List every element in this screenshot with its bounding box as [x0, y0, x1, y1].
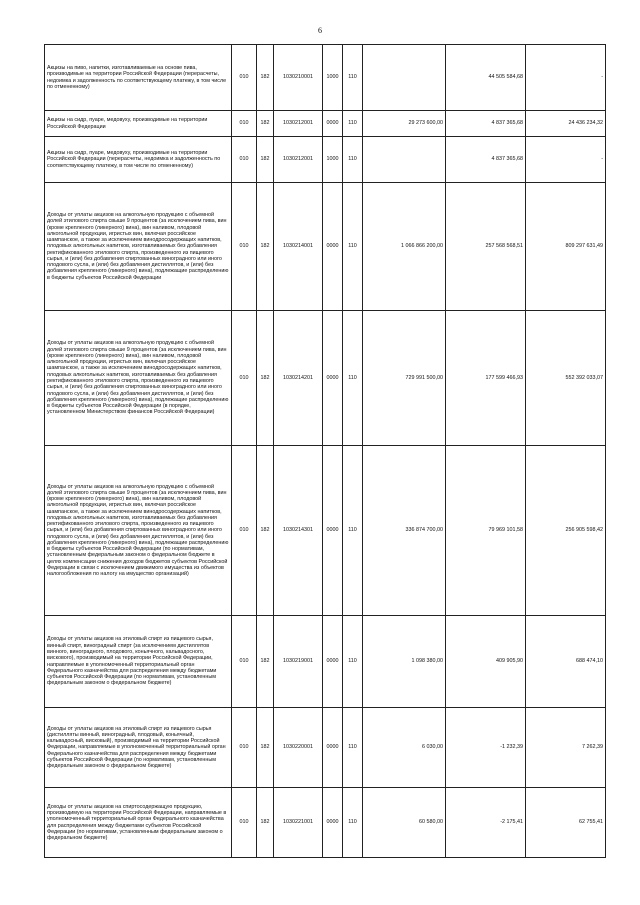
table-row: [45, 708, 606, 788]
row-admin-code: 182: [257, 183, 274, 311]
row-unexecuted: 24 436 234,32: [526, 111, 606, 137]
row-approved: 336 874 700,00: [363, 446, 446, 616]
row-executed: 44 505 584,68: [446, 45, 526, 111]
row-type-code: 110: [343, 111, 363, 137]
row-subcode: 1000: [323, 45, 343, 111]
row-approved: 729 991 500,00: [363, 311, 446, 446]
row-admin-code: 182: [257, 111, 274, 137]
row-admin-code: 182: [257, 708, 274, 788]
row-subcode: 1000: [323, 137, 343, 183]
row-income-code: 1030210001: [274, 45, 323, 111]
row-unexecuted: -: [526, 137, 606, 183]
row-approved: [363, 137, 446, 183]
row-line-code: 010: [232, 111, 257, 137]
row-executed: -2 175,41: [446, 788, 526, 858]
row-subcode: 0000: [323, 788, 343, 858]
row-approved: 60 580,00: [363, 788, 446, 858]
row-name: Акцизы на сидр, пуаре, медовуху, производимые на территории Российской Федерации (перерасчеты, недоимка и задолженность по соответствующему платежу, в том числе по отмененному): [45, 137, 232, 183]
row-line-code: 010: [232, 788, 257, 858]
row-line-code: 010: [232, 183, 257, 311]
row-executed: 4 837 365,68: [446, 111, 526, 137]
table-row: [45, 137, 606, 183]
row-executed: 409 905,90: [446, 616, 526, 708]
row-line-code: 010: [232, 616, 257, 708]
row-unexecuted: 256 905 598,42: [526, 446, 606, 616]
row-line-code: 010: [232, 311, 257, 446]
row-admin-code: 182: [257, 45, 274, 111]
row-type-code: 110: [343, 45, 363, 111]
row-approved: 1 098 380,00: [363, 616, 446, 708]
row-income-code: 1030214201: [274, 311, 323, 446]
table-row: [45, 311, 606, 446]
row-income-code: 1030212001: [274, 111, 323, 137]
table-row: [45, 616, 606, 708]
row-type-code: 110: [343, 788, 363, 858]
row-subcode: 0000: [323, 111, 343, 137]
row-line-code: 010: [232, 708, 257, 788]
row-subcode: 0000: [323, 616, 343, 708]
row-type-code: 110: [343, 446, 363, 616]
table-row: [45, 111, 606, 137]
row-income-code: 1030219001: [274, 616, 323, 708]
row-unexecuted: -: [526, 45, 606, 111]
row-income-code: 1030214301: [274, 446, 323, 616]
table-row: [45, 45, 606, 111]
row-subcode: 0000: [323, 446, 343, 616]
budget-execution-table: [44, 44, 606, 858]
table-row: [45, 446, 606, 616]
row-income-code: 1030212001: [274, 137, 323, 183]
row-type-code: 110: [343, 311, 363, 446]
row-type-code: 110: [343, 616, 363, 708]
row-name: Доходы от уплаты акцизов на этиловый спирт из пищевого сырья, винный спирт, виноградный спирт (за исключением дистиллятов винного, виноградного, плодового, коньячного, кальвадосного, вискового), производимый на территории Российской Федерации, направляемые в уполномоченный территориальный орган Федерального казначейства для распределения между бюджетами субъектов Российской Федерации (по нормативам, установленным федеральным законом о федеральном бюджете): [45, 616, 232, 708]
row-approved: 1 066 866 200,00: [363, 183, 446, 311]
row-line-code: 010: [232, 446, 257, 616]
row-name: Доходы от уплаты акцизов на алкогольную продукцию с объемной долей этилового спирта свыше 9 процентов (за исключением пива, вин (кроме крепленого (ликерного) вина), вин наливом, плодовой алкогольной продукции, игристых вин, включая российское шампанское, а также за исключением винодросодержащих напитков, плодовых алкогольных напитков, изготавливаемых без добавления ректификованного этилового спирта, произведенного из пищевого сырья, и (или) без добавления спиртованных виноградного или иного плодового сусла, и (или) без добавления дистиллятов, и (или) без добавления крепленого (ликерного) вина), подлежащие распределению в бюджеты субъектов Российской Федерации (в порядке, установленном Министерством финансов Российской Федерации): [45, 311, 232, 446]
row-line-code: 010: [232, 45, 257, 111]
row-unexecuted: 7 262,39: [526, 708, 606, 788]
row-approved: [363, 45, 446, 111]
row-executed: 79 969 101,58: [446, 446, 526, 616]
row-subcode: 0000: [323, 183, 343, 311]
row-income-code: 1030214001: [274, 183, 323, 311]
row-admin-code: 182: [257, 137, 274, 183]
row-admin-code: 182: [257, 446, 274, 616]
row-line-code: 010: [232, 137, 257, 183]
row-executed: -1 232,39: [446, 708, 526, 788]
table-row: [45, 183, 606, 311]
row-executed: 4 837 365,68: [446, 137, 526, 183]
row-unexecuted: 688 474,10: [526, 616, 606, 708]
row-type-code: 110: [343, 137, 363, 183]
row-type-code: 110: [343, 708, 363, 788]
row-approved: 29 273 600,00: [363, 111, 446, 137]
row-unexecuted: 809 297 631,49: [526, 183, 606, 311]
row-name: Доходы от уплаты акцизов на алкогольную продукцию с объемной долей этилового спирта свыше 9 процентов (за исключением пива, вин (кроме крепленого (ликерного) вина), вин наливом, плодовой алкогольной продукции, игристых вин, включая российское шампанское, а также за исключением винодросодержащих напитков, плодовых алкогольных напитков, изготавливаемых без добавления ректификованного этилового спирта, произведенного из пищевого сырья, и (или) без добавления спиртованных виноградного или иного плодового сусла, и (или) без добавления дистиллятов, и (или) без добавления крепленого (ликерного) вина), подлежащие распределению в бюджеты субъектов Российской Федерации (по нормативам, установленным федеральным законом о федеральном бюджете в целях компенсации снижения доходов бюджетов субъектов Российской Федерации в связи с исключением движимого имущества из объектов налогообложения по налогу на имущество организаций): [45, 446, 232, 616]
row-subcode: 0000: [323, 311, 343, 446]
row-admin-code: 182: [257, 616, 274, 708]
row-subcode: 0000: [323, 708, 343, 788]
row-name: Акцизы на сидр, пуаре, медовуху, производимые на территории Российской Федерации: [45, 111, 232, 137]
row-admin-code: 182: [257, 788, 274, 858]
row-executed: 257 568 568,51: [446, 183, 526, 311]
row-executed: 177 599 466,93: [446, 311, 526, 446]
row-name: Доходы от уплаты акцизов на этиловый спирт из пищевого сырья (дистилляты винный, виноградный, плодовый, коньячный, кальвадосный, висковый), производимый на территории Российской Федерации, направляемые в уполномоченный территориальный орган Федерального казначейства для распределения между бюджетами субъектов Российской Федерации (по нормативам, установленным федеральным законом о федеральном бюджете): [45, 708, 232, 788]
table-row: [45, 788, 606, 858]
row-unexecuted: 62 755,41: [526, 788, 606, 858]
row-approved: 6 030,00: [363, 708, 446, 788]
row-name: Доходы от уплаты акцизов на спиртосодержащую продукцию, производимую на территории Российской Федерации, направляемые в уполномоченный территориальный орган Федерального казначейства для распределения между бюджетами субъектов Российской Федерации (по нормативам, установленным федеральным законом о федеральном бюджете): [45, 788, 232, 858]
row-name: Доходы от уплаты акцизов на алкогольную продукцию с объемной долей этилового спирта свыше 9 процентов (за исключением пива, вин (кроме крепленого (ликерного) вина), вин наливом, плодовой алкогольной продукции, игристых вин, включая российское шампанское, а также за исключением винодросодержащих напитков, плодовых алкогольных напитков, изготавливаемых без добавления ректификованного этилового спирта, произведенного из пищевого сырья, и (или) без добавления спиртованных виноградного или иного плодового сусла, и (или) без добавления дистиллятов, и (или) без добавления крепленого (ликерного) вина), подлежащие распределению в бюджеты субъектов Российской Федерации: [45, 183, 232, 311]
row-income-code: 1030221001: [274, 788, 323, 858]
row-income-code: 1030220001: [274, 708, 323, 788]
row-unexecuted: 552 392 033,07: [526, 311, 606, 446]
page-number: 6: [318, 26, 322, 35]
row-type-code: 110: [343, 183, 363, 311]
row-admin-code: 182: [257, 311, 274, 446]
row-name: Акцизы на пиво, напитки, изготавливаемые на основе пива, производимые на территории Российской Федерации (перерасчеты, недоимка и задолженность по соответствующему платежу, в том числе по отмененному): [45, 45, 232, 111]
